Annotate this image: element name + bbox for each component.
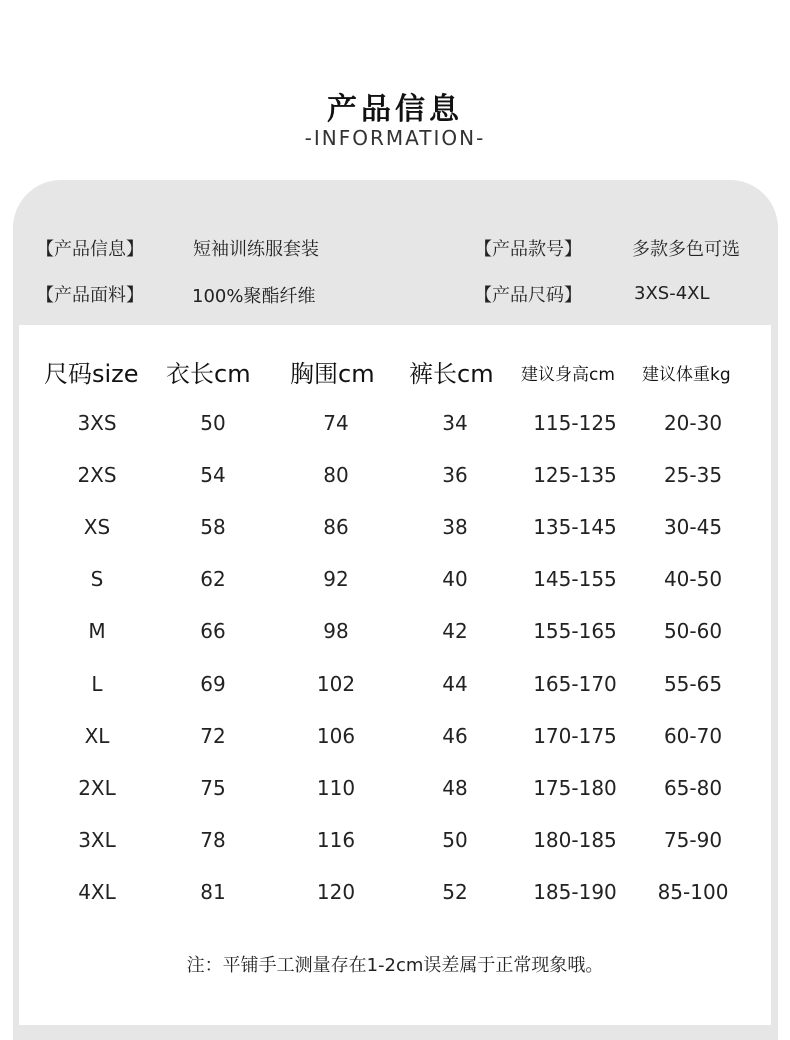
cell-size: S	[90, 567, 104, 592]
product-name-label: 【产品信息】	[36, 239, 144, 260]
cell-height: 115-125	[533, 411, 617, 435]
table-row	[0, 515, 790, 545]
cell-pants-length: 46	[442, 723, 468, 748]
page-subtitle: -INFORMATION-	[304, 126, 486, 150]
cell-length: 54	[200, 463, 226, 488]
cell-height: 185-190	[533, 879, 617, 904]
cell-pants-length: 38	[442, 515, 468, 540]
cell-pants-length: 34	[442, 411, 468, 435]
table-row	[0, 619, 790, 649]
cell-size: 3XS	[77, 411, 117, 435]
cell-weight: 25-35	[663, 463, 723, 488]
header-weight: 建议体重kg	[642, 365, 731, 385]
header-height: 建议身高cm	[521, 365, 615, 385]
cell-weight: 40-50	[663, 567, 723, 592]
table-row	[0, 724, 790, 754]
page-title: 产品信息	[327, 92, 463, 127]
cell-length: 75	[200, 775, 226, 800]
cell-chest: 106	[316, 723, 356, 748]
cell-size: XL	[84, 723, 110, 748]
cell-pants-length: 50	[442, 827, 468, 852]
cell-chest: 110	[316, 775, 356, 800]
header-length: 衣长cm	[166, 360, 251, 388]
cell-pants-length: 44	[442, 671, 468, 696]
header-size: 尺码size	[44, 360, 139, 388]
cell-weight: 30-45	[663, 515, 723, 540]
cell-chest: 120	[316, 879, 356, 904]
product-model-value: 多款多色可选	[632, 239, 740, 260]
cell-length: 62	[200, 567, 226, 592]
cell-pants-length: 52	[442, 879, 468, 904]
product-fabric-label: 【产品面料】	[36, 285, 144, 306]
header-chest: 胸围cm	[290, 360, 375, 388]
cell-length: 58	[200, 515, 226, 540]
cell-weight: 60-70	[663, 723, 723, 748]
cell-length: 66	[200, 619, 226, 644]
cell-size: L	[91, 671, 103, 696]
cell-length: 69	[200, 671, 226, 696]
table-row	[0, 463, 790, 493]
table-row	[0, 776, 790, 806]
product-size-label: 【产品尺码】	[474, 285, 582, 306]
product-size-value: 3XS-4XL	[634, 283, 710, 304]
cell-chest: 102	[316, 671, 356, 696]
header-pants-length: 裤长cm	[409, 360, 494, 388]
cell-pants-length: 42	[442, 619, 468, 644]
cell-height: 170-175	[533, 723, 617, 748]
cell-weight: 50-60	[663, 619, 723, 644]
cell-chest: 116	[316, 827, 356, 852]
cell-height: 165-170	[533, 671, 617, 696]
cell-length: 72	[200, 723, 226, 748]
cell-pants-length: 36	[442, 463, 468, 488]
cell-height: 125-135	[533, 463, 617, 488]
cell-height: 145-155	[533, 567, 617, 592]
cell-height: 175-180	[533, 775, 617, 800]
table-row	[0, 828, 790, 858]
table-row	[0, 411, 790, 441]
cell-weight: 85-100	[657, 879, 729, 904]
cell-weight: 65-80	[663, 775, 723, 800]
cell-size: M	[88, 619, 106, 644]
cell-weight: 20-30	[663, 411, 723, 435]
product-fabric-value: 100%聚酯纤维	[192, 286, 316, 307]
cell-chest: 92	[323, 567, 349, 592]
cell-height: 155-165	[533, 619, 617, 644]
cell-length: 78	[200, 827, 226, 852]
page-header	[0, 0, 790, 180]
cell-length: 50	[200, 411, 226, 435]
cell-pants-length: 40	[442, 567, 468, 592]
cell-chest: 74	[323, 411, 349, 435]
product-name-value: 短袖训练服套装	[193, 239, 319, 260]
cell-weight: 75-90	[663, 827, 723, 852]
cell-pants-length: 48	[442, 775, 468, 800]
cell-size: 4XL	[78, 879, 116, 904]
cell-size: 3XL	[78, 827, 116, 852]
cell-height: 180-185	[533, 827, 617, 852]
table-row	[0, 880, 790, 910]
product-model-label: 【产品款号】	[474, 239, 582, 260]
cell-weight: 55-65	[663, 671, 723, 696]
cell-chest: 86	[323, 515, 349, 540]
cell-chest: 98	[323, 619, 349, 644]
table-row	[0, 567, 790, 597]
cell-length: 81	[200, 879, 226, 904]
cell-height: 135-145	[533, 515, 617, 540]
cell-size: 2XS	[77, 463, 117, 488]
cell-chest: 80	[323, 463, 349, 488]
measurement-note: 注：平铺手工测量存在1-2cm误差属于正常现象哦。	[186, 955, 604, 976]
cell-size: XS	[83, 515, 111, 540]
table-row	[0, 672, 790, 702]
cell-size: 2XL	[78, 775, 116, 800]
